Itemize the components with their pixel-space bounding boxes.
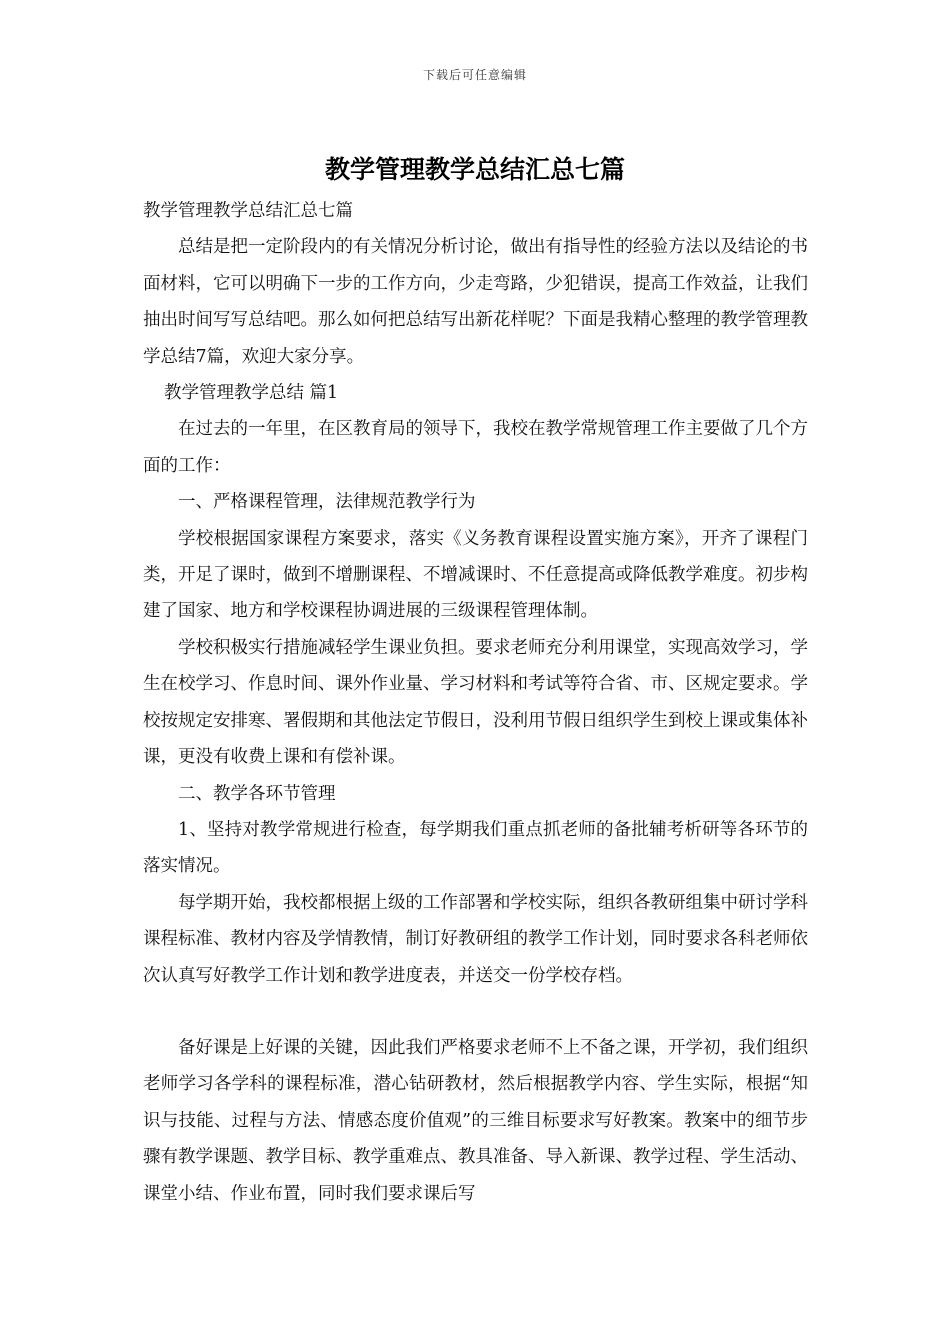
document-title: 教学管理教学总结汇总七篇 xyxy=(324,155,625,184)
paragraph-intro: 总结是把一定阶段内的有关情况分析讨论，做出有指导性的经验方法以及结论的书面材料，它可以明确下一步的工作方向，少走弯路，少犯错误，提高工作效益，让我们抽出时间写写总结吧。那么如何把总结写出新花样呢？下面是我精心整理的教学管理教学总结7篇，欢迎大家分享。 xyxy=(143,237,808,367)
section-heading: 二、教学各环节管理 xyxy=(178,783,336,804)
paragraph: 学校积极实行措施减轻学生课业负担。要求老师充分利用课堂，实现高效学习，学生在校学习、作息时间、课外作业量、学习材料和考试等符合省、市、区规定要求。学校按规定安排寒、署假期和其他法定节假日，没利用节假日组织学生到校上课或集体补课，更没有收费上课和有偿补课。 xyxy=(143,637,808,768)
paragraph: 在过去的一年里，在区教育局的领导下，我校在教学常规管理工作主要做了几个方面的工作： xyxy=(143,419,808,476)
paragraph: 备好课是上好课的关键，因此我们严格要求老师不上不备之课，开学初，我们组织老师学习各学科的课程标准，潜心钻研教材，然后根据教学内容、学生实际，根据“知识与技能、过程与方法、情感态度价值观”的三维目标要求写好教案。教案中的细节步骤有教学课题、教学目标、教学重难点、教具准备、导入新课、教学过程、学生活动、课堂小结、作业布置，同时我们要求课后写 xyxy=(143,1037,808,1204)
paragraph: 学校根据国家课程方案要求，落实《义务教育课程设置实施方案》，开齐了课程门类，开足了课时，做到不增删课程、不增减课时、不任意提高或降低教学难度。初步构建了国家、地方和学校课程协调进展的三级课程管理体制。 xyxy=(143,528,808,622)
paragraph: 1、坚持对教学常规进行检查，每学期我们重点抓老师的备批辅考析研等各环节的落实情况。 xyxy=(143,819,808,877)
section-heading: 一、严格课程管理，法律规范教学行为 xyxy=(178,492,476,513)
paragraph: 每学期开始，我校都根据上级的工作部署和学校实际，组织各教研组集中研讨学科课程标准、教材内容及学情教情，制订好教研组的教学工作计划，同时要求各科老师依次认真写好教学工作计划和教学进度表，并送交一份学校存档。 xyxy=(143,892,808,986)
header-note: 下载后可任意编辑 xyxy=(422,68,527,82)
document-body xyxy=(143,193,808,1212)
subtitle-line: 教学管理教学总结汇总七篇 xyxy=(143,201,353,221)
section-heading-1: 教学管理教学总结 篇1 xyxy=(164,383,339,404)
paragraph-gap xyxy=(143,994,808,1030)
